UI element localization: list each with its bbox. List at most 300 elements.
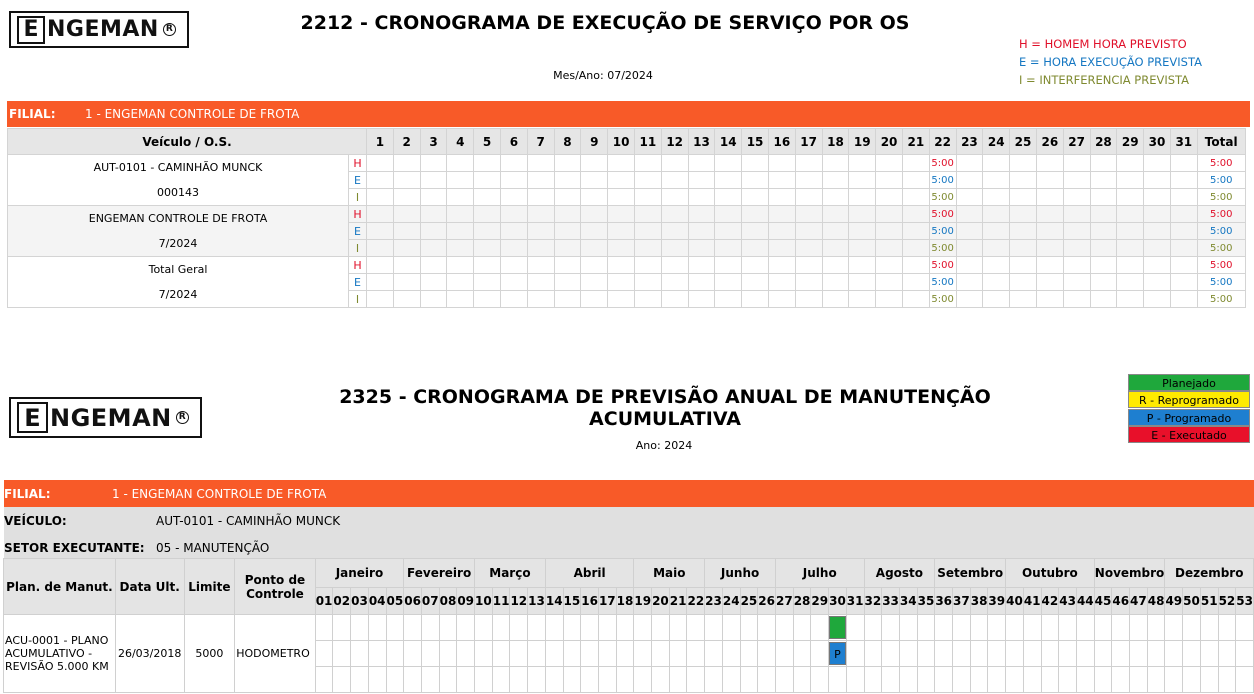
day-cell — [527, 291, 554, 308]
day-cell — [768, 189, 795, 206]
week-cell — [705, 667, 723, 693]
day-cell — [554, 274, 581, 291]
day-cell — [1090, 291, 1117, 308]
day-cell — [876, 257, 903, 274]
report2-period: Ano: 2024 — [635, 439, 693, 452]
day-cell — [768, 172, 795, 189]
row-type-letter: H — [349, 206, 367, 223]
week-cell — [545, 641, 563, 667]
row-type-letter: I — [349, 189, 367, 206]
week-header: 32 — [864, 588, 882, 615]
day-cell — [661, 257, 688, 274]
day-header: 22 — [929, 129, 956, 155]
day-cell — [447, 155, 474, 172]
day-cell — [1144, 274, 1171, 291]
day-cell — [554, 257, 581, 274]
week-cell — [1076, 641, 1094, 667]
week-header: 16 — [581, 588, 599, 615]
schedule-mark[interactable]: P — [829, 642, 846, 665]
day-cell — [768, 291, 795, 308]
plan-cell: ACU-0001 - PLANO ACUMULATIVO - REVISÃO 5.000 KM — [4, 615, 116, 693]
week-cell — [740, 667, 758, 693]
day-cell — [742, 172, 769, 189]
day-cell: 5:00 — [929, 223, 956, 240]
day-cell — [1010, 291, 1037, 308]
day-cell — [1117, 189, 1144, 206]
week-header: 25 — [740, 588, 758, 615]
day-cell — [1063, 223, 1090, 240]
week-cell — [510, 667, 528, 693]
day-header: 10 — [608, 129, 635, 155]
day-cell — [902, 206, 929, 223]
week-cell — [421, 615, 439, 641]
day-cell — [554, 240, 581, 257]
status-planejado: Planejado — [1128, 374, 1250, 391]
week-cell — [1094, 615, 1112, 641]
week-cell — [510, 615, 528, 641]
week-cell — [510, 641, 528, 667]
day-cell — [1117, 291, 1144, 308]
week-cell — [386, 667, 404, 693]
logo-e-box: E — [17, 16, 45, 44]
day-cell — [902, 240, 929, 257]
day-cell — [1036, 155, 1063, 172]
day-cell — [474, 223, 501, 240]
day-cell — [768, 240, 795, 257]
day-cell — [1063, 274, 1090, 291]
report1-legend — [1019, 37, 1202, 91]
week-cell — [669, 667, 687, 693]
day-cell — [688, 291, 715, 308]
day-cell — [715, 189, 742, 206]
week-cell — [1059, 641, 1077, 667]
week-cell — [563, 641, 581, 667]
week-cell — [439, 641, 457, 667]
day-cell — [500, 172, 527, 189]
day-cell — [876, 291, 903, 308]
day-cell — [608, 189, 635, 206]
legend-i: I = INTERFERENCIA PREVISTA — [1019, 73, 1190, 87]
week-cell — [811, 667, 829, 693]
total-cell: 5:00 — [1197, 274, 1245, 291]
day-cell — [554, 172, 581, 189]
day-cell — [634, 240, 661, 257]
day-cell: 5:00 — [929, 274, 956, 291]
day-cell — [956, 291, 983, 308]
week-cell — [882, 615, 900, 641]
week-cell — [1147, 615, 1165, 641]
week-header: 44 — [1076, 588, 1094, 615]
day-cell — [447, 172, 474, 189]
day-cell — [742, 206, 769, 223]
day-cell — [500, 155, 527, 172]
day-cell — [795, 291, 822, 308]
day-cell — [608, 155, 635, 172]
day-cell — [661, 155, 688, 172]
day-cell — [1144, 155, 1171, 172]
week-header: 50 — [1183, 588, 1201, 615]
vehicle-label: VEÍCULO: — [4, 513, 67, 528]
day-cell — [661, 206, 688, 223]
day-cell — [688, 223, 715, 240]
month-header: Dezembro — [1165, 559, 1254, 588]
week-cell — [1094, 641, 1112, 667]
day-cell — [1090, 257, 1117, 274]
day-cell — [581, 274, 608, 291]
week-header: 10 — [475, 588, 493, 615]
week-cell — [970, 615, 988, 641]
week-header: 47 — [1130, 588, 1148, 615]
week-cell — [988, 615, 1006, 641]
day-cell — [688, 274, 715, 291]
week-cell — [793, 641, 811, 667]
day-cell — [1144, 257, 1171, 274]
day-cell — [447, 223, 474, 240]
total-cell: 5:00 — [1197, 223, 1245, 240]
report2-vehicle-band — [4, 507, 1254, 534]
day-cell — [420, 257, 447, 274]
week-cell — [1200, 615, 1218, 641]
week-cell — [616, 641, 634, 667]
last-date-cell: 26/03/2018 — [115, 615, 184, 693]
day-cell — [1144, 223, 1171, 240]
week-cell — [1076, 615, 1094, 641]
day-cell — [527, 155, 554, 172]
day-cell — [447, 240, 474, 257]
day-cell — [1036, 257, 1063, 274]
day-cell — [634, 206, 661, 223]
table-row — [4, 615, 1254, 641]
week-header: 27 — [775, 588, 793, 615]
week-cell — [652, 667, 670, 693]
table-row — [8, 155, 1246, 172]
week-cell — [775, 615, 793, 641]
week-cell — [351, 615, 369, 641]
week-header: 12 — [510, 588, 528, 615]
day-cell — [581, 172, 608, 189]
day-header: 23 — [956, 129, 983, 155]
group-label — [8, 206, 349, 257]
day-cell — [420, 155, 447, 172]
day-cell — [876, 172, 903, 189]
week-cell — [1059, 667, 1077, 693]
week-cell — [598, 615, 616, 641]
status-programado: P - Programado — [1128, 409, 1250, 426]
day-cell — [634, 155, 661, 172]
day-cell — [902, 155, 929, 172]
week-cell — [829, 615, 847, 641]
day-cell — [393, 206, 420, 223]
week-header: 37 — [953, 588, 971, 615]
day-cell — [876, 206, 903, 223]
day-cell — [1010, 206, 1037, 223]
week-cell — [1006, 615, 1024, 641]
day-cell — [1144, 206, 1171, 223]
week-header: 28 — [793, 588, 811, 615]
day-header: 16 — [768, 129, 795, 155]
day-cell — [1063, 291, 1090, 308]
day-cell — [367, 172, 394, 189]
day-cell — [661, 223, 688, 240]
day-cell — [688, 206, 715, 223]
week-cell — [1200, 641, 1218, 667]
legend-e: E = HORA EXECUÇÃO PREVISTA — [1019, 55, 1202, 69]
day-cell: 5:00 — [929, 172, 956, 189]
day-header: 21 — [902, 129, 929, 155]
day-cell — [474, 257, 501, 274]
week-cell — [475, 615, 493, 641]
day-cell — [1036, 189, 1063, 206]
day-cell — [1010, 274, 1037, 291]
day-cell — [742, 223, 769, 240]
day-cell — [742, 240, 769, 257]
total-cell: 5:00 — [1197, 206, 1245, 223]
week-cell — [616, 615, 634, 641]
day-cell — [474, 155, 501, 172]
day-cell — [902, 223, 929, 240]
day-cell — [661, 240, 688, 257]
day-cell — [1144, 291, 1171, 308]
day-cell — [393, 223, 420, 240]
day-cell — [420, 223, 447, 240]
week-cell — [846, 615, 864, 641]
week-cell — [1130, 667, 1148, 693]
week-cell — [1041, 641, 1059, 667]
week-cell — [917, 641, 935, 667]
limit-header: Limite — [184, 559, 235, 615]
last-date-header: Data Ult. — [115, 559, 184, 615]
week-cell — [1200, 667, 1218, 693]
day-cell — [500, 206, 527, 223]
day-cell — [1090, 223, 1117, 240]
day-header: 17 — [795, 129, 822, 155]
week-cell — [421, 641, 439, 667]
week-cell — [1183, 615, 1201, 641]
day-cell — [768, 155, 795, 172]
week-cell — [616, 667, 634, 693]
day-cell — [849, 274, 876, 291]
day-cell — [608, 172, 635, 189]
week-cell — [598, 641, 616, 667]
week-cell — [351, 641, 369, 667]
week-cell — [368, 641, 386, 667]
day-cell — [956, 274, 983, 291]
day-cell — [447, 291, 474, 308]
day-cell — [1170, 189, 1197, 206]
total-cell: 5:00 — [1197, 291, 1245, 308]
day-cell — [715, 291, 742, 308]
week-cell — [935, 641, 953, 667]
day-header: 13 — [688, 129, 715, 155]
day-cell — [902, 172, 929, 189]
week-cell — [404, 615, 422, 641]
day-cell — [902, 257, 929, 274]
day-cell — [1036, 223, 1063, 240]
day-cell — [1090, 274, 1117, 291]
day-header: 26 — [1036, 129, 1063, 155]
day-cell — [822, 189, 849, 206]
week-cell — [1023, 641, 1041, 667]
day-cell — [1170, 155, 1197, 172]
day-header: 27 — [1063, 129, 1090, 155]
day-cell — [420, 274, 447, 291]
week-cell — [970, 667, 988, 693]
week-cell — [1006, 667, 1024, 693]
day-cell — [420, 189, 447, 206]
week-header: 30 — [829, 588, 847, 615]
week-header: 48 — [1147, 588, 1165, 615]
day-header: 29 — [1117, 129, 1144, 155]
day-cell — [420, 240, 447, 257]
day-cell — [956, 189, 983, 206]
week-header: 49 — [1165, 588, 1183, 615]
week-cell — [899, 667, 917, 693]
week-cell — [1130, 615, 1148, 641]
day-cell — [849, 206, 876, 223]
week-cell — [652, 641, 670, 667]
week-cell — [953, 667, 971, 693]
execution-schedule-table — [7, 128, 1246, 308]
total-cell: 5:00 — [1197, 257, 1245, 274]
week-header: 34 — [899, 588, 917, 615]
filial-value: 1 - ENGEMAN CONTROLE DE FROTA — [85, 107, 300, 121]
month-header: Novembro — [1094, 559, 1165, 588]
day-header: 8 — [554, 129, 581, 155]
day-cell — [1117, 206, 1144, 223]
day-cell — [849, 189, 876, 206]
day-cell — [956, 206, 983, 223]
week-cell — [1165, 615, 1183, 641]
week-cell — [740, 641, 758, 667]
week-cell — [687, 667, 705, 693]
table-header-row — [8, 129, 1246, 155]
status-reprogramado: R - Reprogramado — [1128, 391, 1250, 408]
day-cell — [795, 206, 822, 223]
week-cell — [598, 667, 616, 693]
week-header: 52 — [1218, 588, 1236, 615]
day-cell — [367, 155, 394, 172]
day-cell — [983, 189, 1010, 206]
day-cell — [447, 189, 474, 206]
report1-filial-band — [7, 101, 1250, 127]
day-cell — [420, 172, 447, 189]
day-cell — [474, 291, 501, 308]
day-cell — [447, 274, 474, 291]
day-cell — [849, 257, 876, 274]
day-cell — [983, 206, 1010, 223]
day-header: 5 — [474, 129, 501, 155]
day-cell — [688, 155, 715, 172]
total-cell: 5:00 — [1197, 155, 1245, 172]
report2-sector-band — [4, 534, 1254, 561]
week-cell — [1236, 615, 1254, 641]
row-type-letter: I — [349, 291, 367, 308]
week-header: 17 — [598, 588, 616, 615]
day-cell — [876, 189, 903, 206]
week-header: 19 — [634, 588, 652, 615]
week-header: 43 — [1059, 588, 1077, 615]
week-cell — [563, 667, 581, 693]
month-header: Junho — [705, 559, 776, 588]
control-point-header: Ponto de Controle — [235, 559, 315, 615]
day-header: 3 — [420, 129, 447, 155]
day-cell — [527, 172, 554, 189]
schedule-mark[interactable] — [829, 616, 846, 639]
group-line1: AUT-0101 - CAMINHÃO MUNCK — [93, 161, 263, 174]
week-header: 42 — [1041, 588, 1059, 615]
day-header: 12 — [661, 129, 688, 155]
week-cell — [1130, 641, 1148, 667]
day-cell — [393, 257, 420, 274]
week-cell — [315, 667, 333, 693]
day-cell — [983, 291, 1010, 308]
day-cell — [822, 291, 849, 308]
day-cell — [581, 155, 608, 172]
limit-cell: 5000 — [184, 615, 235, 693]
day-cell — [1010, 240, 1037, 257]
table-row — [8, 257, 1246, 274]
day-cell — [1170, 172, 1197, 189]
day-cell — [822, 172, 849, 189]
week-cell — [528, 615, 546, 641]
week-header: 38 — [970, 588, 988, 615]
day-cell — [1117, 240, 1144, 257]
day-cell — [581, 240, 608, 257]
day-cell — [1170, 257, 1197, 274]
day-cell — [1010, 257, 1037, 274]
week-cell — [333, 641, 351, 667]
day-cell — [527, 257, 554, 274]
week-cell — [404, 667, 422, 693]
registered-icon: R — [163, 23, 176, 36]
week-cell — [581, 641, 599, 667]
annual-maintenance-table — [3, 558, 1254, 693]
week-header: 08 — [439, 588, 457, 615]
week-cell — [793, 667, 811, 693]
total-cell: 5:00 — [1197, 172, 1245, 189]
day-cell — [849, 172, 876, 189]
week-cell — [386, 641, 404, 667]
day-cell — [1117, 274, 1144, 291]
week-cell — [1041, 615, 1059, 641]
day-cell — [822, 240, 849, 257]
day-cell — [1170, 291, 1197, 308]
month-header: Abril — [545, 559, 634, 588]
day-cell — [688, 257, 715, 274]
day-cell — [715, 240, 742, 257]
row-type-letter: H — [349, 257, 367, 274]
week-cell — [882, 641, 900, 667]
week-cell — [439, 615, 457, 641]
day-cell — [1170, 240, 1197, 257]
week-cell — [1165, 667, 1183, 693]
week-cell — [864, 615, 882, 641]
week-cell — [917, 615, 935, 641]
week-cell — [846, 641, 864, 667]
day-cell — [688, 172, 715, 189]
day-cell — [688, 240, 715, 257]
day-cell: 5:00 — [929, 155, 956, 172]
row-type-letter: I — [349, 240, 367, 257]
day-cell — [1170, 206, 1197, 223]
day-cell — [742, 155, 769, 172]
week-header: 36 — [935, 588, 953, 615]
day-cell — [500, 240, 527, 257]
row-type-letter: E — [349, 274, 367, 291]
day-cell — [608, 223, 635, 240]
day-header: 9 — [581, 129, 608, 155]
vehicle-os-header: Veículo / O.S. — [8, 129, 367, 155]
